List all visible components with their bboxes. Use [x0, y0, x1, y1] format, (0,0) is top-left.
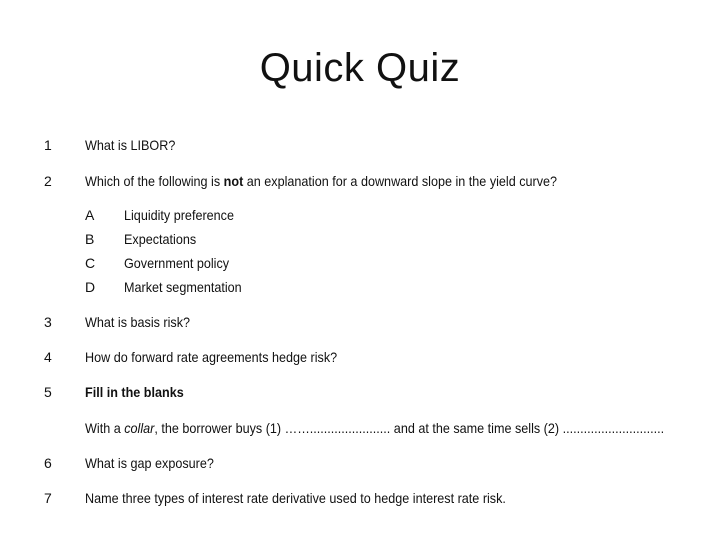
page-title: Quick Quiz	[259, 46, 461, 90]
fill-blank-part: , the borrower buys (1) ……....................... and at the same time sells (2) .............................	[154, 420, 665, 436]
question-text: What is gap exposure?	[85, 455, 214, 471]
option-text: Government policy	[124, 255, 230, 271]
question-text	[85, 172, 557, 190]
option-letter: A	[85, 207, 95, 223]
question-text: Fill in the blanks	[85, 384, 184, 400]
question-text-part: an explanation for a downward slope in the yield curve?	[243, 173, 558, 189]
question-number: 3	[44, 314, 52, 330]
question-number: 6	[44, 455, 52, 471]
option-text: Liquidity preference	[124, 207, 234, 223]
question-number: 5	[44, 384, 52, 400]
fill-blank-term: collar	[124, 420, 155, 436]
question-text: What is LIBOR?	[85, 137, 176, 153]
option-letter: B	[85, 231, 95, 247]
question-number: 2	[44, 173, 52, 189]
option-letter: D	[85, 279, 96, 295]
question-emphasis: not	[223, 173, 244, 189]
option-text: Market segmentation	[124, 279, 242, 295]
option-text: Expectations	[124, 231, 197, 247]
question-text-part: Which of the following is	[85, 173, 224, 189]
question-text: How do forward rate agreements hedge risk?	[85, 349, 338, 365]
question-number: 7	[44, 490, 52, 506]
question-text: What is basis risk?	[85, 314, 191, 330]
question-number: 1	[44, 137, 52, 153]
question-number: 4	[44, 349, 52, 365]
fill-blank-sentence	[85, 419, 664, 437]
question-text: Name three types of interest rate derivative used to hedge interest rate risk.	[85, 490, 506, 506]
option-letter: C	[85, 255, 96, 271]
fill-blank-part: With a	[85, 420, 125, 436]
